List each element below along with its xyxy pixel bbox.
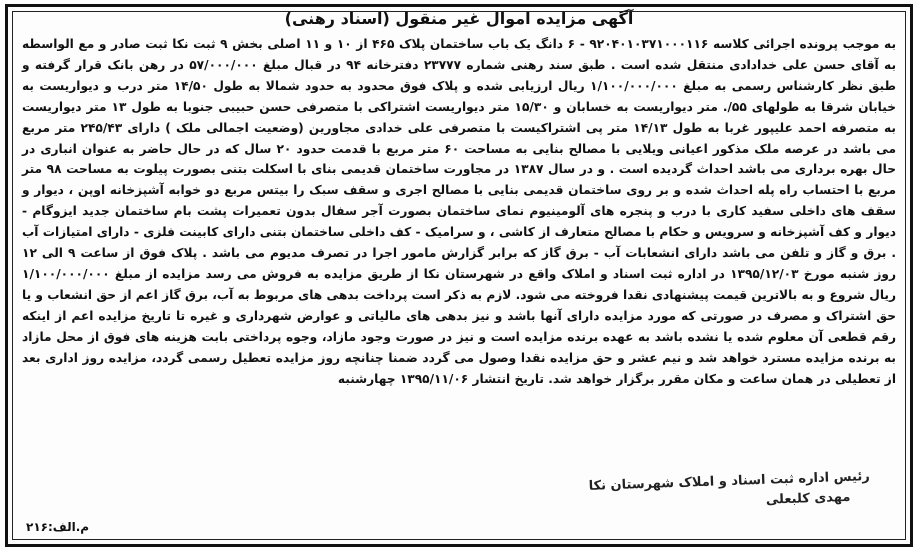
notice-body: به موجب پرونده اجرائی کلاسه ۹۲۰۴۰۱۰۳۷۱۰۰۰۱۱۶ - ۶ دانگ یک باب ساختمان پلاک ۴۶۵ از ۱۰ و ۱۱ اصلی بخش ۹ ثبت نکا ثبت صادر و مع الواسطه به آقای حسن علی خدادادی منتقل شده است . طبق سند رهنی شماره ۲۳۷۷۷ دفترخانه ۹۴ در قبال مبلغ ۵۷/۰۰۰/۰۰۰ در رهن بانک قرار گرفته و طبق نظر کارشناس رسمی به مبلغ ۱/۱۰۰/۰۰۰/۰۰۰ ریال ارزیابی شده و پلاک فوق محدود به حدود شمالا به طول ۱۴/۵۰ متر درب و دیواریست به خیابان شرقا به طولهای ۵۵/. متر دیواریست به خسابان و ۱۵/۳۰ متر دیواریست اشتراکی با متصرفی حسن حبیبی جنوبا به طول ۱۳ متر دیواریست به متصرفه احمد علیپور غربا به طول ۱۴/۱۳ متر پی اشتراکیست با متصرفی علی خدادی مجاورین (وضعیت اجمالی ملک ) دارای ۲۴۵/۴۳ متر مربع می باشد در عرصه ملک مذکور اعیانی ویلایی با مصالح بنایی به مساحت ۶۰ متر مربع با قدمت حدود ۲۰ سال که در حال حاضر به عنوان انباری در حال بهره برداری می باشد احداث گردیده است . و در سال ۱۳۸۷ در مجاورت ساختمان قدیمی بنای با اسکلت بتنی بصورت پیلوت به مساحت ۹۸ متر مربع با احتساب راه پله احداث شده و بر روی ساختمان قدیمی بنایی با مصالح اجری و سقف سبک را بیتس مربع دو خوابه آشپزخانه اوپن ، دیوار و سقف های داخلی سفید کاری با درب و پنجره های آلومینیوم نمای ساختمان بصورت آجر سفال بدون تعمیرات پشت بام ساختمان جدید ایزوگام - دیوار و کف آشپزخانه و سرویس و حکام با مصالح متعارف از کاشی ، و سرامیک - کف داخلی ساختمان بتنی دارای کابینت فلزی - دارای امتیازات آب . برق و گاز و تلفن می باشد دارای انشعابات آب - برق گاز که برابر گزارش مامور اجرا در تصرف مدیوم می باشد . پلاک فوق از ساعت ۹ الی ۱۲ روز شنبه مورخ ۱۳۹۵/۱۲/۰۳ در اداره ثبت اسناد و املاک واقع در شهرستان نکا از طریق مزایده به فروش می رسد مزایده از مبلغ ۱/۱۰۰/۰۰۰/۰۰۰ ریال شروع و به بالاترین قیمت پیشنهادی نقدا فروخته می شود. لازم به ذکر است پرداخت بدهی های مربوط به آب، برق گاز اعم از حق انشعاب و یا حق اشتراک و مصرف در صورتی که مورد مزایده دارای آنها باشد و نیز بدهی های مالیاتی و عوارض شهرداری و غیره تا تاریخ مزایده اعم از اینکه رقم قطعی آن معلوم شده یا نشده باشد به عهده برنده مزایده است و نیز در صورت وجود مازاد، وجوه پرداختی بابت هزینه های فوق از محل مازاد به برنده مزایده مسترد خواهد شد و نیم عشر و حق مزایده نقدا وصول می گردد ضمنا چنانچه روز مزایده تعطیل رسمی گردد، مزایده روز اداری بعد از تعطیلی در همان ساعت و مکان مقرر برگزار خواهد شد. تاریخ انتشار ۱۳۹۵/۱۱/۰۶ چهارشنبه	[22, 37, 897, 386]
signature-office: رئیس اداره ثبت اسناد و املاک شهرستان نکا	[588, 469, 870, 494]
notice-frame	[5, 4, 913, 547]
reference-code: م.الف:۲۱۶	[26, 520, 90, 534]
notice-title: آگهی مزایده اموال غیر منقول (اسناد رهنی)	[284, 9, 634, 28]
signature-name: مهدی کلبعلی	[765, 489, 851, 508]
